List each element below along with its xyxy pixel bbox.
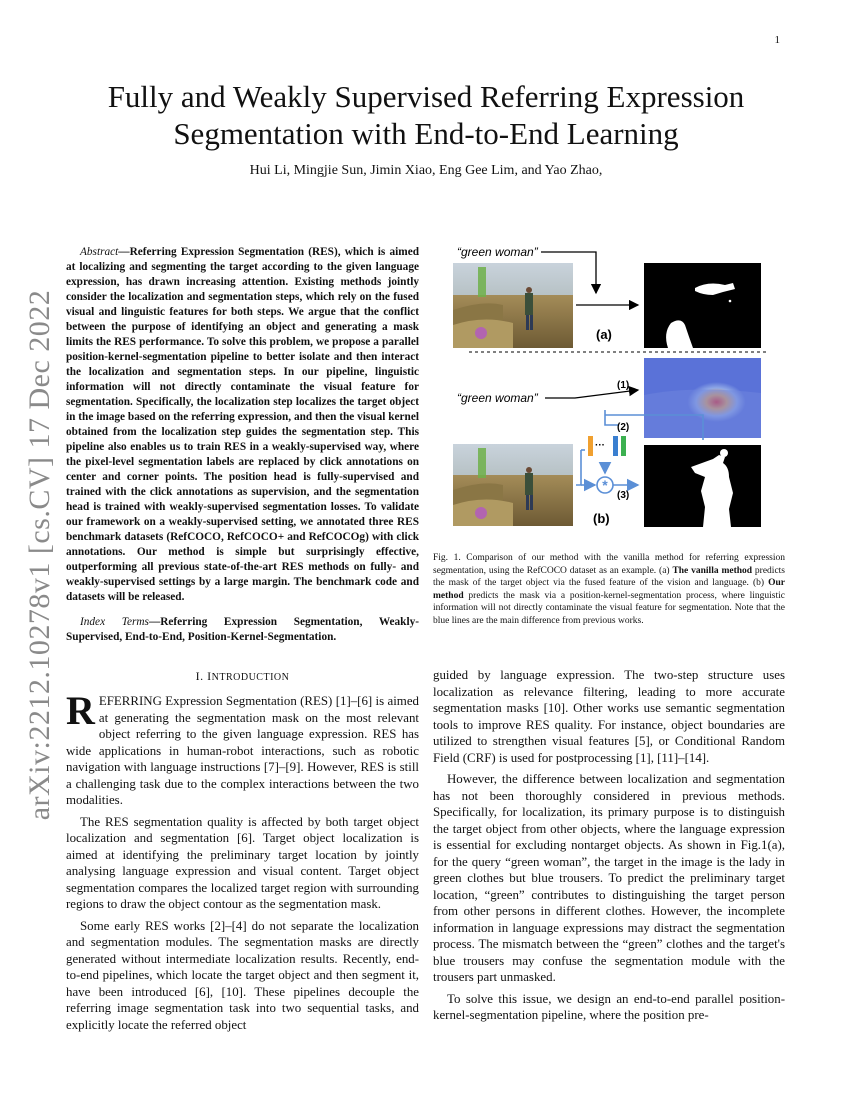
intro-left-text [66, 688, 419, 1033]
paper-title [66, 78, 786, 152]
title-line-1: Fully and Weakly Supervised Referring Expression [107, 79, 745, 114]
index-terms-lead: Index Terms [80, 616, 149, 628]
kernel-bar-orange [588, 436, 593, 456]
intro-right-paragraph-1: guided by language expression. The two-step structure uses localization as relevance filtering, leading to more accurate segmentation masks [10]. Other works use semantic segmentation tools to improve RES quality. For instance, object boundaries are utilized to strengthen visual features [5], or Conditional Random Field (CRF) is used for postprocessing [1], [11]–[14]. [433, 668, 785, 765]
kernel-bar-green [621, 436, 626, 456]
intro-right-text [433, 667, 785, 1029]
intro-paragraph-1: REFERRING Expression Segmentation (RES) [1]–[6] is aimed at generating the segmentation mask on the most relevant object referring to the given language expression. RES has wide applications in human-robot interactions, such as robotic navigation with language instructions [7]–[9]. However, RES is still a challenging task due to the complex interactions between the two modalities. [66, 688, 419, 807]
figure-1 [433, 245, 785, 540]
photo-a [453, 263, 573, 348]
step-2-label: (2) [617, 422, 630, 433]
abstract [66, 245, 419, 605]
intro-right-paragraph-3: To solve this issue, we design an end-to-end parallel position-kernel-segmentation pipeline, where the position pre- [433, 991, 785, 1022]
drop-cap: R [66, 688, 95, 733]
left-column [66, 245, 419, 1038]
step-1-label: (1) [617, 380, 630, 391]
section-heading-introduction: I. INTRODUCTION [195, 669, 290, 683]
author-list: Hui Li, Mingjie Sun, Jimin Xiao, Eng Gee Lim, and Yao Zhao, [249, 163, 603, 178]
right-column [433, 245, 785, 627]
title-line-2: Segmentation with End-to-End Learning [173, 116, 679, 151]
index-terms-text: —Referring Expression Segmentation, Weakly-Supervised, End-to-End, Position-Kernel-Segmentation. [66, 616, 420, 643]
convolution-symbol: * [602, 477, 608, 493]
arxiv-identifier-stamp[interactable]: arXiv:2212.10278v1 [cs.CV] 17 Dec 2022 [23, 289, 56, 821]
intro-right-paragraph-2: However, the difference between localization and segmentation has not been thoroughly considered in previous methods. Specifically, for localization, its primary purpose is to distinguish the target object from other objects, where the language expression is essential for excluding nontarget objects. As shown in Fig.1(a), for the query “green woman”, the target in the image is the lady in green clothes but blue trousers. To predict the preliminary target location, “green” contributes to distinguishing the target person from other persons in different clothes. However, the incomplete information in language expressions may distract the segmentation process. The mismatch between the “green” clothes and the target's blue trousers may confuse the segmentation module with the trousers part unmasked. [433, 772, 785, 984]
label-b: (b) [593, 511, 610, 526]
mask-b [644, 445, 761, 527]
mask-a [644, 263, 761, 348]
index-terms [66, 615, 419, 645]
abstract-lead: Abstract [80, 246, 119, 258]
kernel-bar-blue [613, 436, 618, 456]
page-number: 1 [774, 34, 780, 46]
label-a: (a) [596, 327, 612, 342]
query-b: “green woman” [457, 391, 538, 405]
figure-1-caption: Fig. 1. Comparison of our method with the vanilla method for referring expression segmentation, using the RefCOCO dataset as an example. (a) The vanilla method predicts the mask of the target object via the fused feature of the vision and language. (b) Our method predicts the mask via a position-kernel-segmentation process, where linguistic information will not directly contaminate the visual feature for segmentation. Note that the blue lines are the main difference from previous works. [433, 553, 785, 626]
figure-1-diagram [433, 245, 785, 540]
photo-b [453, 444, 573, 526]
abstract-text: —Referring Expression Segmentation (RES), which is aimed at localizing and segmenting the target according to the given language expression, has drawn increasing attention. Existing methods jointly consider the localization and segmentation steps, which rely on the fused visual and linguistic features for both steps. We argue that the conflict between the purpose of identifying an object and generating a mask limits the RES performance. To solve this problem, we propose a parallel position-kernel-segmentation pipeline to better isolate and then interact the localization and segmentation steps. In our pipeline, linguistic information will not directly contaminate the visual feature for segmentation. Specifically, the localization step localizes the target object in the image based on the referring expression, and then the visual kernel obtained from the localization step guides the segmentation step. This pipeline also enables us to train RES in a weakly-supervised way, where the pixel-level segmentation labels are replaced by click annotations on center and corner points. The position head is fully-supervised and trained with the click annotations as supervision, and the segmentation head is trained with weakly-supervised segmentation losses. To validate our framework on a weakly-supervised setting, we annotated three RES benchmark datasets (RefCOCO, RefCOCO+ and RefCOCOg) with click annotations. Our method is simple but surprisingly effective, outperforming all previous state-of-the-art RES methods on fully- and weakly-supervised settings by a large margin. The benchmark code and datasets will be released. [66, 246, 419, 603]
step-3-label: (3) [617, 490, 630, 501]
kernel-dots: ··· [595, 440, 605, 451]
intro-paragraph-3: Some early RES works [2]–[4] do not separate the localization and segmentation modules. The segmentation masks are directly generated without intermediate localization results. Recently, end-to-end pipelines, which locate the target object and then segment it, have been introduced [6], [10]. These pipelines decouple the referring image segmentation task into two sequential tasks, and explicitly locate the referred object [66, 918, 419, 1032]
query-a: “green woman” [457, 245, 538, 259]
intro-paragraph-2: The RES segmentation quality is affected by both target object localization and segmentation [6]. Target object localization is aimed at identifying the preliminary target location by jointly analysing language expression and visual content. Target object segmentation compares the localized target region with surrounding regions to draw the object contour as the segmentation mask. [66, 814, 419, 911]
